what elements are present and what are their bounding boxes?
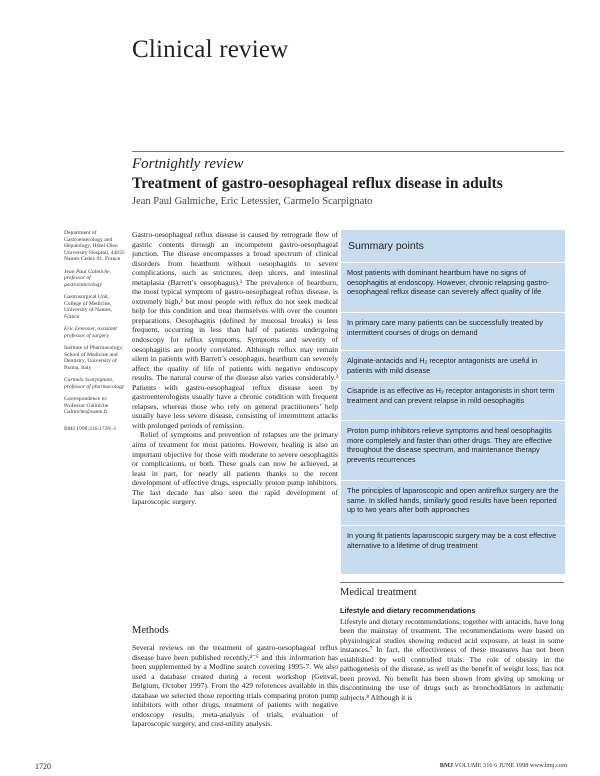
journal-name: BMJ	[439, 762, 454, 769]
lifestyle-subheading: Lifestyle and dietary recommendations	[340, 606, 476, 615]
methods-text	[132, 643, 338, 729]
affiliation-galmiche: Jean Paul Galmiche, professor of gastroenterology	[64, 268, 112, 288]
medical-rule	[340, 582, 564, 583]
summary-point: In primary care many patients can be successfully treated by intermittent courses of drugs on demand	[341, 312, 565, 350]
summary-point: Cisapride is as effective as H₂ receptor antagonists in short term treatment and can prevent relapse in mild oesophagitis	[341, 380, 565, 420]
methods-paragraph: Several reviews on the treatment of gastro-oesophageal reflux disease have been published recently,⁴⁻⁶ and this information has been supplemented by a Medline search covering 1995-7. We also used a database created during a recent workshop (Genval, Belgium, October 1997). From the 429 references available in this database we selected those reporting trials comparing proton pump inhibitors with other drugs, treatment of patients with negative endoscopy results, meta-analysis of trials, evaluation of laparoscopic surgery, and cost-utility analysis.	[132, 643, 338, 729]
summary-point: Alginate-antacids and H₂ receptor antagonists are useful in patients with mild disease	[341, 350, 565, 380]
correspondence: Correspondence to: Professor Galmiche Galmiche@sante.fr	[64, 396, 109, 415]
summary-point: The principles of laparoscopic and open antireflux surgery are the same. In skilled hands, similarly good results have been reported up to two years after both approaches	[341, 480, 565, 525]
affiliation-gastrosurgical-unit: Gastrosurgical Unit, College of Medicine, University of Nantes, France	[64, 294, 113, 320]
journal-date: 6 JUNE 1998	[494, 762, 529, 769]
page-number: 1720	[35, 762, 51, 771]
affiliation-letessier: Eric Letessier, assistant professor of surgery	[64, 326, 117, 339]
section-title: Clinical review	[132, 36, 289, 63]
affiliation-parma: Institute of Pharmacology, School of Medicine and Dentistry, University of Parma, Italy	[64, 345, 124, 371]
intro-text	[132, 230, 338, 507]
header-rule	[132, 151, 564, 152]
citation: BMJ 1998;316:1720–3	[64, 425, 116, 432]
summary-point: In young fit patients laparoscopic surgery may be a cost effective alternative to a lifetime of drug treatment	[341, 525, 565, 574]
affiliation-scarpignato: Carmelo Scarpignato, professor of pharmacology	[64, 377, 125, 390]
intro-paragraph: Gastro-oesophageal reflux disease is caused by retrograde flow of gastric contents through an incompetent gastro-oesophageal junction. The disease encompasses a broad spectrum of clinical disorders from heartburn without oesophagitis to severe complications, such as strictures, deep ulcers, and intestinal metaplasia (Barrett’s oesophagus).¹ The prevalence of heartburn, the most typical symptom of gastro-oesophageal reflux disease, is extremely high,² but most people with reflux do not seek medical help for this condition and treat themselves with over the counter preparations. Oesophagitis (defined by mucosal breaks) is less frequent, occurring in less than half of patients undergoing endoscopy for reflux symptoms. Symptoms and severity of oesophagitis are poorly correlated. Although reflux may remain silent in patients with Barrett’s oesophagus, heartburn can severely affect the quality of life of patients with negative endoscopy results. The natural course of the disease also varies considerably.³ Patients with gastro-oesophageal reflux disease seen by gastroenterologists usually have a chronic condition with frequent relapses, whereas those who rely on general practitioners’ help usually have less severe disease, consisting of intermittent attacks with prolonged periods of remission.	[132, 230, 338, 430]
journal-url: www.bmj.com	[529, 762, 567, 769]
summary-box	[341, 230, 565, 574]
summary-title: Summary points	[348, 240, 424, 252]
footer-journal	[383, 762, 567, 769]
article-kicker: Fortnightly review	[132, 156, 244, 172]
affiliation-nantes-hospital: Department of Gastroenterology and Hepatology, Hôtel-Dieu University Hospital, 44035 Nantes Cedex 01, France	[64, 230, 125, 262]
medical-paragraph: Lifestyle and dietary recommendations, together with antacids, have long been the mainstay of treatment. The recommendations were based on physiological studies showing reduced acid exposure, at least in some instances.⁷ In fact, the effectiveness of these measures has not been established by well controlled trials. The role of obesity in the pathogenesis of the disease, as well as the benefit of weight loss, has not been proved. No benefit has been shown from giving up smoking or discontinuing the use of drugs such as bronchodilators in asthmatic subjects.⁸ Although it is	[340, 616, 564, 702]
journal-volume: VOLUME 316	[454, 762, 493, 769]
medical-text	[340, 606, 564, 702]
summary-point: Proton pump inhibitors relieve symptoms and heal oesophagitis more completely and faster than other drugs. They are effective throughout the disease spectrum, and maintenance therapy prevents recurrences	[341, 420, 565, 480]
affiliations-sidebar	[64, 230, 128, 438]
methods-heading: Methods	[132, 625, 169, 636]
intro-paragraph: Relief of symptoms and prevention of relapses are the primary aims of treatment for most patients. However, healing is also an important objective for those with moderate to severe oesophagitis or complications, or both. These goals can now be achieved, at least in part, for nearly all patients thanks to the recent development of effective drugs, especially proton pump inhibitors. The last decade has also seen the rapid development of laparoscopic surgery.	[132, 430, 338, 507]
article-title: Treatment of gastro-oesophageal reflux disease in adults	[132, 175, 503, 192]
summary-point: Most patients with dominant heartburn have no signs of oesophagitis at endoscopy. However, chronic relapsing gastro-oesophageal reflux disease can severely affect quality of life	[341, 262, 565, 312]
article-authors: Jean Paul Galmiche, Eric Letessier, Carmelo Scarpignato	[132, 196, 373, 207]
medical-heading: Medical treatment	[340, 587, 417, 598]
